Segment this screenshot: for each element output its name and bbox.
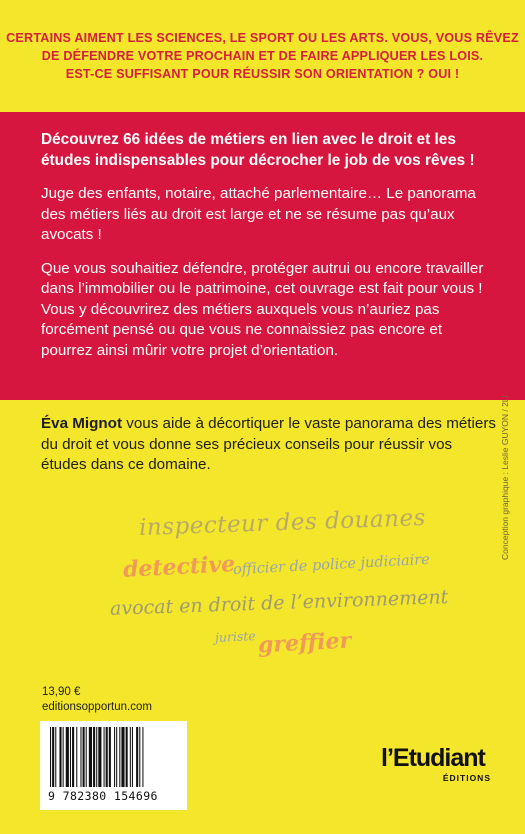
barcode-bar — [86, 727, 87, 787]
barcode-bar — [142, 727, 143, 787]
description-block — [0, 112, 525, 400]
banner-line-2: DE DÉFENDRE VOTRE PROCHAIN ET DE FAIRE APPLIQUER LES LOIS. — [41, 49, 484, 63]
price-block — [42, 685, 152, 715]
barcode-bar — [119, 727, 120, 787]
barcode-bar — [70, 727, 71, 787]
banner-text — [6, 29, 519, 83]
barcode-bar — [132, 727, 133, 787]
job-word-officier: officier de police judiciaire — [232, 551, 431, 579]
barcode-bar — [93, 727, 95, 787]
barcode-bar — [130, 727, 131, 787]
job-word-greffier: greffier — [257, 627, 352, 659]
barcode-bar — [50, 727, 51, 787]
barcode-bar — [66, 727, 69, 787]
barcode-bar — [114, 727, 115, 787]
barcode-bar — [89, 727, 92, 787]
barcode-bar — [59, 727, 61, 787]
author-paragraph — [41, 414, 496, 476]
banner-line-1: CERTAINS AIMENT LES SCIENCES, LE SPORT OU LES ARTS. VOUS, VOUS RÊVEZ — [6, 31, 519, 45]
barcode-bars — [48, 727, 179, 787]
description-paragraph-2: Que vous souhaitiez défendre, protéger autrui ou encore travailler dans l’immobilier ou le patrimoine, cet ouvrage est fait pour vous ! Vous y découvrirez des métiers auxquels vous n’auriez pas forcément pensé ou que vous ne connaissiez pas encore et pourrez ainsi mûrir votre projet d’orientation. — [41, 259, 484, 359]
website: editionsopportun.com — [42, 701, 152, 713]
publisher-logo — [381, 744, 491, 783]
barcode-bar — [76, 727, 77, 787]
barcode-bar — [80, 727, 81, 787]
job-word-inspecteur: inspecteur des douanes — [138, 505, 427, 541]
description-paragraph-1: Juge des enfants, notaire, attaché parlementaire… Le panorama des métiers liés au droit est large et ne se résume pas qu’aux avocats ! — [41, 185, 476, 243]
barcode-bar — [104, 727, 105, 787]
barcode-bar — [116, 727, 117, 787]
banner-line-3: EST-CE SUFFISANT POUR RÉUSSIR SON ORIENTATION ? OUI ! — [65, 67, 460, 81]
barcode-bar — [83, 727, 85, 787]
top-banner — [0, 0, 525, 112]
barcode-bar — [136, 727, 138, 787]
isbn-number: 9 782380 154696 — [48, 789, 158, 803]
barcode-bar — [63, 727, 64, 787]
barcode-bar — [139, 727, 140, 787]
barcode-bar — [109, 727, 111, 787]
author-name: Éva Mignot — [41, 415, 123, 432]
barcode-bar — [96, 727, 97, 787]
price: 13,90 € — [42, 686, 81, 698]
job-word-avocat: avocat en droit de l’environnement — [109, 586, 449, 620]
job-word-detective: detective — [122, 551, 236, 583]
barcode-bar — [126, 727, 128, 787]
author-text: vous aide à décortiquer le vaste panorama des métiers du droit et vous donne ses précieux conseils pour réussir vos études dans ce domaine. — [41, 415, 497, 473]
barcode-bar — [106, 727, 108, 787]
design-credit: Conception graphique : Leslie GUYON / 2LI — [500, 395, 510, 560]
job-word-juriste: juriste — [214, 627, 257, 646]
barcode-bar — [72, 727, 74, 787]
barcode — [40, 721, 187, 810]
barcode-bar — [121, 727, 124, 787]
publisher-brand: l’Etudiant — [381, 744, 485, 772]
barcode-bar — [52, 727, 54, 787]
lead-paragraph: Découvrez 66 idées de métiers en lien avec le droit et les études indispensables pour décrocher le job de vos rêves ! — [41, 131, 475, 169]
barcode-bar — [98, 727, 101, 787]
publisher-sub: ÉDITIONS — [442, 773, 491, 783]
barcode-bar — [55, 727, 56, 787]
